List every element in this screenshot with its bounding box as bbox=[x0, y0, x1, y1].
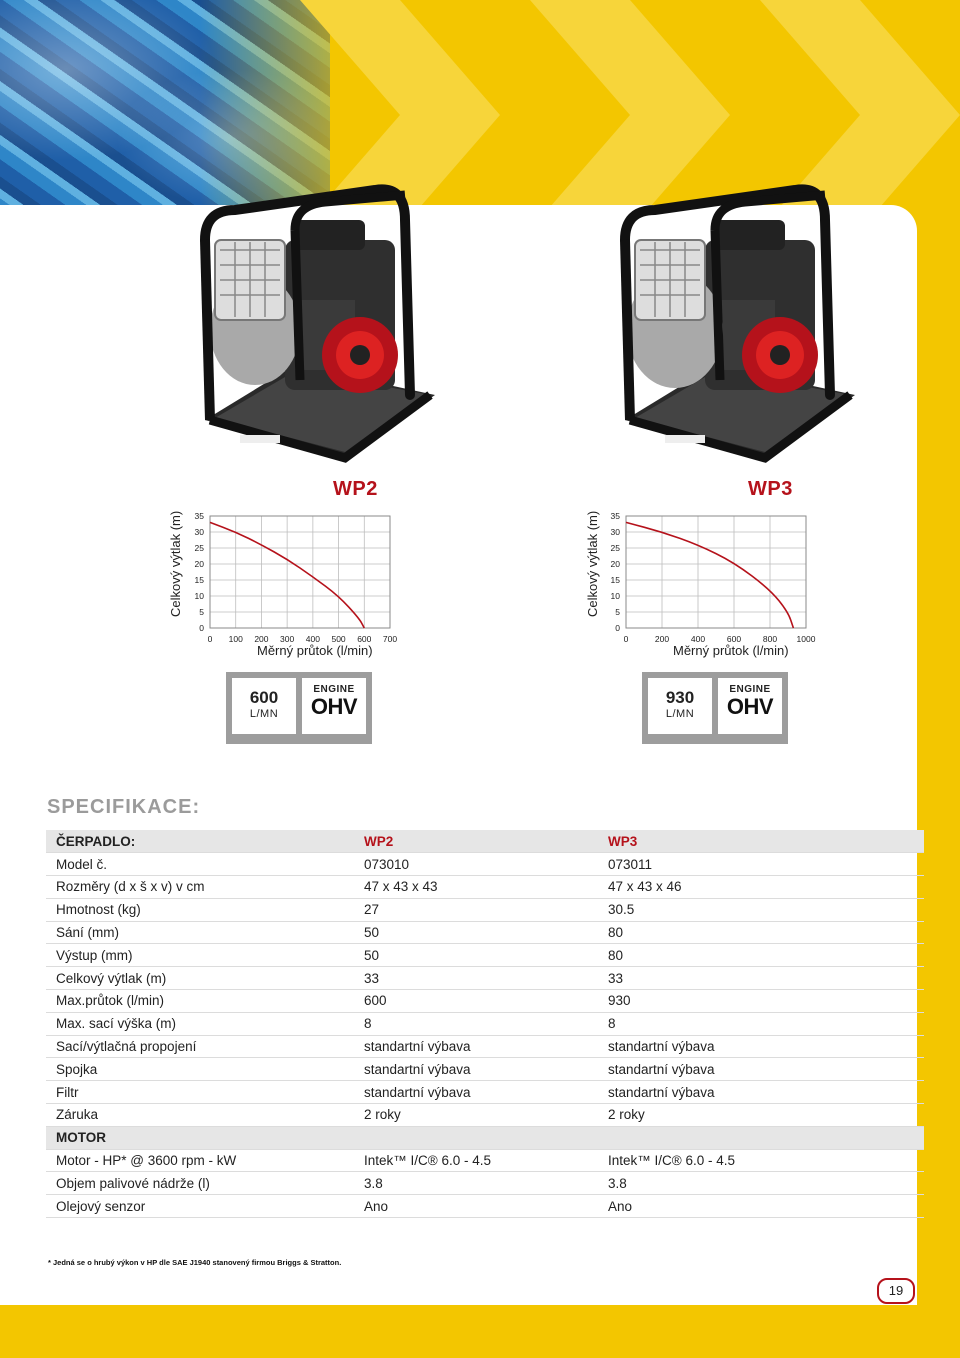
y-tick-label: 0 bbox=[199, 623, 204, 633]
spec-value-wp3: 80 bbox=[598, 944, 924, 967]
model-title-wp2: WP2 bbox=[333, 478, 378, 500]
flow-rate-box bbox=[648, 678, 712, 734]
plot-frame bbox=[626, 516, 806, 628]
spec-row bbox=[46, 967, 924, 990]
flow-rate-unit: L/MN bbox=[665, 708, 695, 720]
spec-value-wp3: WP3 bbox=[598, 830, 924, 853]
x-tick-label: 600 bbox=[726, 634, 742, 644]
spec-value-wp2: standartní výbava bbox=[354, 1058, 598, 1081]
flow-engine-badge-wp3 bbox=[642, 672, 788, 744]
y-tick-label: 15 bbox=[610, 575, 620, 585]
spec-label: Spojka bbox=[46, 1058, 354, 1081]
spec-value-wp2: Intek™ I/C® 6.0 - 4.5 bbox=[354, 1149, 598, 1172]
spec-value-wp3: 30.5 bbox=[598, 898, 924, 921]
x-tick-label: 600 bbox=[357, 634, 372, 644]
spec-label: Model č. bbox=[46, 853, 354, 876]
chart-ylabel-wp2: Celkový výtlak (m) bbox=[168, 510, 183, 617]
engine-label: ENGINE bbox=[313, 684, 355, 695]
footnote: * Jedná se o hrubý výkon v HP dle SAE J1940 stanovený firmou Briggs & Stratton. bbox=[48, 1258, 342, 1267]
flow-rate-box bbox=[232, 678, 296, 734]
chart-ylabel-wp3: Celkový výtlak (m) bbox=[585, 510, 600, 617]
y-tick-label: 20 bbox=[610, 559, 620, 569]
spec-value-wp3: 47 x 43 x 46 bbox=[598, 876, 924, 899]
flow-rate-unit: L/MN bbox=[249, 708, 279, 720]
engine-type: OHV bbox=[310, 694, 358, 719]
spec-value-wp2: standartní výbava bbox=[354, 1081, 598, 1104]
x-tick-label: 800 bbox=[762, 634, 778, 644]
spec-row bbox=[46, 1104, 924, 1127]
spec-row bbox=[46, 990, 924, 1013]
spec-row bbox=[46, 1081, 924, 1104]
flow-rate-value: 930 bbox=[665, 688, 695, 707]
spec-value-wp3: 8 bbox=[598, 1012, 924, 1035]
spec-row bbox=[46, 1172, 924, 1195]
spec-label: Hmotnost (kg) bbox=[46, 898, 354, 921]
engine-type-box bbox=[718, 678, 782, 734]
spec-table bbox=[46, 830, 924, 1218]
flow-engine-badge-wp2 bbox=[226, 672, 372, 744]
spec-value-wp3: 2 roky bbox=[598, 1104, 924, 1127]
model-title-wp3: WP3 bbox=[748, 478, 793, 500]
x-tick-label: 400 bbox=[690, 634, 706, 644]
spec-value-wp2: 073010 bbox=[354, 853, 598, 876]
y-tick-label: 20 bbox=[194, 559, 204, 569]
spec-value-wp3: standartní výbava bbox=[598, 1035, 924, 1058]
y-tick-label: 10 bbox=[194, 591, 204, 601]
engine-type: OHV bbox=[726, 694, 774, 719]
y-tick-label: 5 bbox=[199, 607, 204, 617]
spec-label: Celkový výtlak (m) bbox=[46, 967, 354, 990]
spec-label: Objem palivové nádrže (l) bbox=[46, 1172, 354, 1195]
y-tick-label: 35 bbox=[610, 511, 620, 521]
spec-label: MOTOR bbox=[46, 1126, 354, 1149]
x-tick-label: 200 bbox=[654, 634, 670, 644]
spec-value-wp2 bbox=[354, 1126, 598, 1149]
y-tick-label: 25 bbox=[194, 543, 204, 553]
spec-label: Sací/výtlačná propojení bbox=[46, 1035, 354, 1058]
x-tick-label: 500 bbox=[331, 634, 346, 644]
spec-row bbox=[46, 1012, 924, 1035]
spec-value-wp3: 073011 bbox=[598, 853, 924, 876]
spec-value-wp2: 33 bbox=[354, 967, 598, 990]
y-tick-label: 25 bbox=[610, 543, 620, 553]
spec-value-wp3: Intek™ I/C® 6.0 - 4.5 bbox=[598, 1149, 924, 1172]
spec-label: Motor - HP* @ 3600 rpm - kW bbox=[46, 1149, 354, 1172]
x-tick-label: 300 bbox=[280, 634, 295, 644]
spec-value-wp3: 3.8 bbox=[598, 1172, 924, 1195]
spec-label: Max.průtok (l/min) bbox=[46, 990, 354, 1013]
chart-xlabel-wp3: Měrný průtok (l/min) bbox=[673, 643, 789, 658]
spec-value-wp2: 8 bbox=[354, 1012, 598, 1035]
spec-heading: SPECIFIKACE: bbox=[47, 796, 201, 818]
engine-label: ENGINE bbox=[729, 684, 771, 695]
y-tick-label: 10 bbox=[610, 591, 620, 601]
spec-value-wp3: Ano bbox=[598, 1195, 924, 1218]
y-tick-label: 35 bbox=[194, 511, 204, 521]
x-tick-label: 200 bbox=[254, 634, 269, 644]
spec-label: Sání (mm) bbox=[46, 921, 354, 944]
spec-row bbox=[46, 876, 924, 899]
spec-value-wp3 bbox=[598, 1126, 924, 1149]
spec-value-wp3: 930 bbox=[598, 990, 924, 1013]
chart-xlabel-wp2: Měrný průtok (l/min) bbox=[257, 643, 373, 658]
y-tick-label: 0 bbox=[615, 623, 620, 633]
page-number: 19 bbox=[877, 1278, 915, 1304]
spec-value-wp2: 2 roky bbox=[354, 1104, 598, 1127]
spec-value-wp2: WP2 bbox=[354, 830, 598, 853]
spec-row bbox=[46, 944, 924, 967]
spec-section-row bbox=[46, 1126, 924, 1149]
spec-value-wp2: 600 bbox=[354, 990, 598, 1013]
spec-row bbox=[46, 853, 924, 876]
pump-photo-wp3 bbox=[605, 180, 865, 470]
spec-row bbox=[46, 1195, 924, 1218]
spec-label: Filtr bbox=[46, 1081, 354, 1104]
spec-label: Olejový senzor bbox=[46, 1195, 354, 1218]
x-tick-label: 0 bbox=[623, 634, 629, 644]
spec-value-wp2: standartní výbava bbox=[354, 1035, 598, 1058]
spec-row bbox=[46, 1058, 924, 1081]
x-tick-label: 700 bbox=[382, 634, 398, 644]
spec-label: Max. sací výška (m) bbox=[46, 1012, 354, 1035]
x-tick-label: 400 bbox=[305, 634, 320, 644]
spec-value-wp2: 50 bbox=[354, 944, 598, 967]
y-tick-label: 15 bbox=[194, 575, 204, 585]
spec-row bbox=[46, 1149, 924, 1172]
x-tick-label: 100 bbox=[228, 634, 243, 644]
spec-value-wp2: Ano bbox=[354, 1195, 598, 1218]
spec-value-wp2: 47 x 43 x 43 bbox=[354, 876, 598, 899]
spec-label: Rozměry (d x š x v) v cm bbox=[46, 876, 354, 899]
spec-value-wp3: 80 bbox=[598, 921, 924, 944]
y-tick-label: 30 bbox=[194, 527, 204, 537]
spec-section-row bbox=[46, 830, 924, 853]
spec-label: Záruka bbox=[46, 1104, 354, 1127]
x-tick-label: 0 bbox=[207, 634, 213, 644]
spec-row bbox=[46, 898, 924, 921]
spec-row bbox=[46, 921, 924, 944]
spec-value-wp3: 33 bbox=[598, 967, 924, 990]
spec-value-wp2: 27 bbox=[354, 898, 598, 921]
x-tick-label: 1000 bbox=[796, 634, 816, 644]
pump-photo-wp2 bbox=[185, 180, 445, 470]
spec-value-wp2: 50 bbox=[354, 921, 598, 944]
flow-rate-value: 600 bbox=[249, 688, 279, 707]
spec-value-wp2: 3.8 bbox=[354, 1172, 598, 1195]
spec-label: Výstup (mm) bbox=[46, 944, 354, 967]
engine-type-box bbox=[302, 678, 366, 734]
spec-value-wp3: standartní výbava bbox=[598, 1058, 924, 1081]
spec-label: ČERPADLO: bbox=[46, 830, 354, 853]
spec-value-wp3: standartní výbava bbox=[598, 1081, 924, 1104]
y-tick-label: 30 bbox=[610, 527, 620, 537]
flow-chart-wp2 bbox=[190, 508, 400, 653]
flow-chart-wp3 bbox=[606, 508, 816, 653]
spec-row bbox=[46, 1035, 924, 1058]
y-tick-label: 5 bbox=[615, 607, 620, 617]
